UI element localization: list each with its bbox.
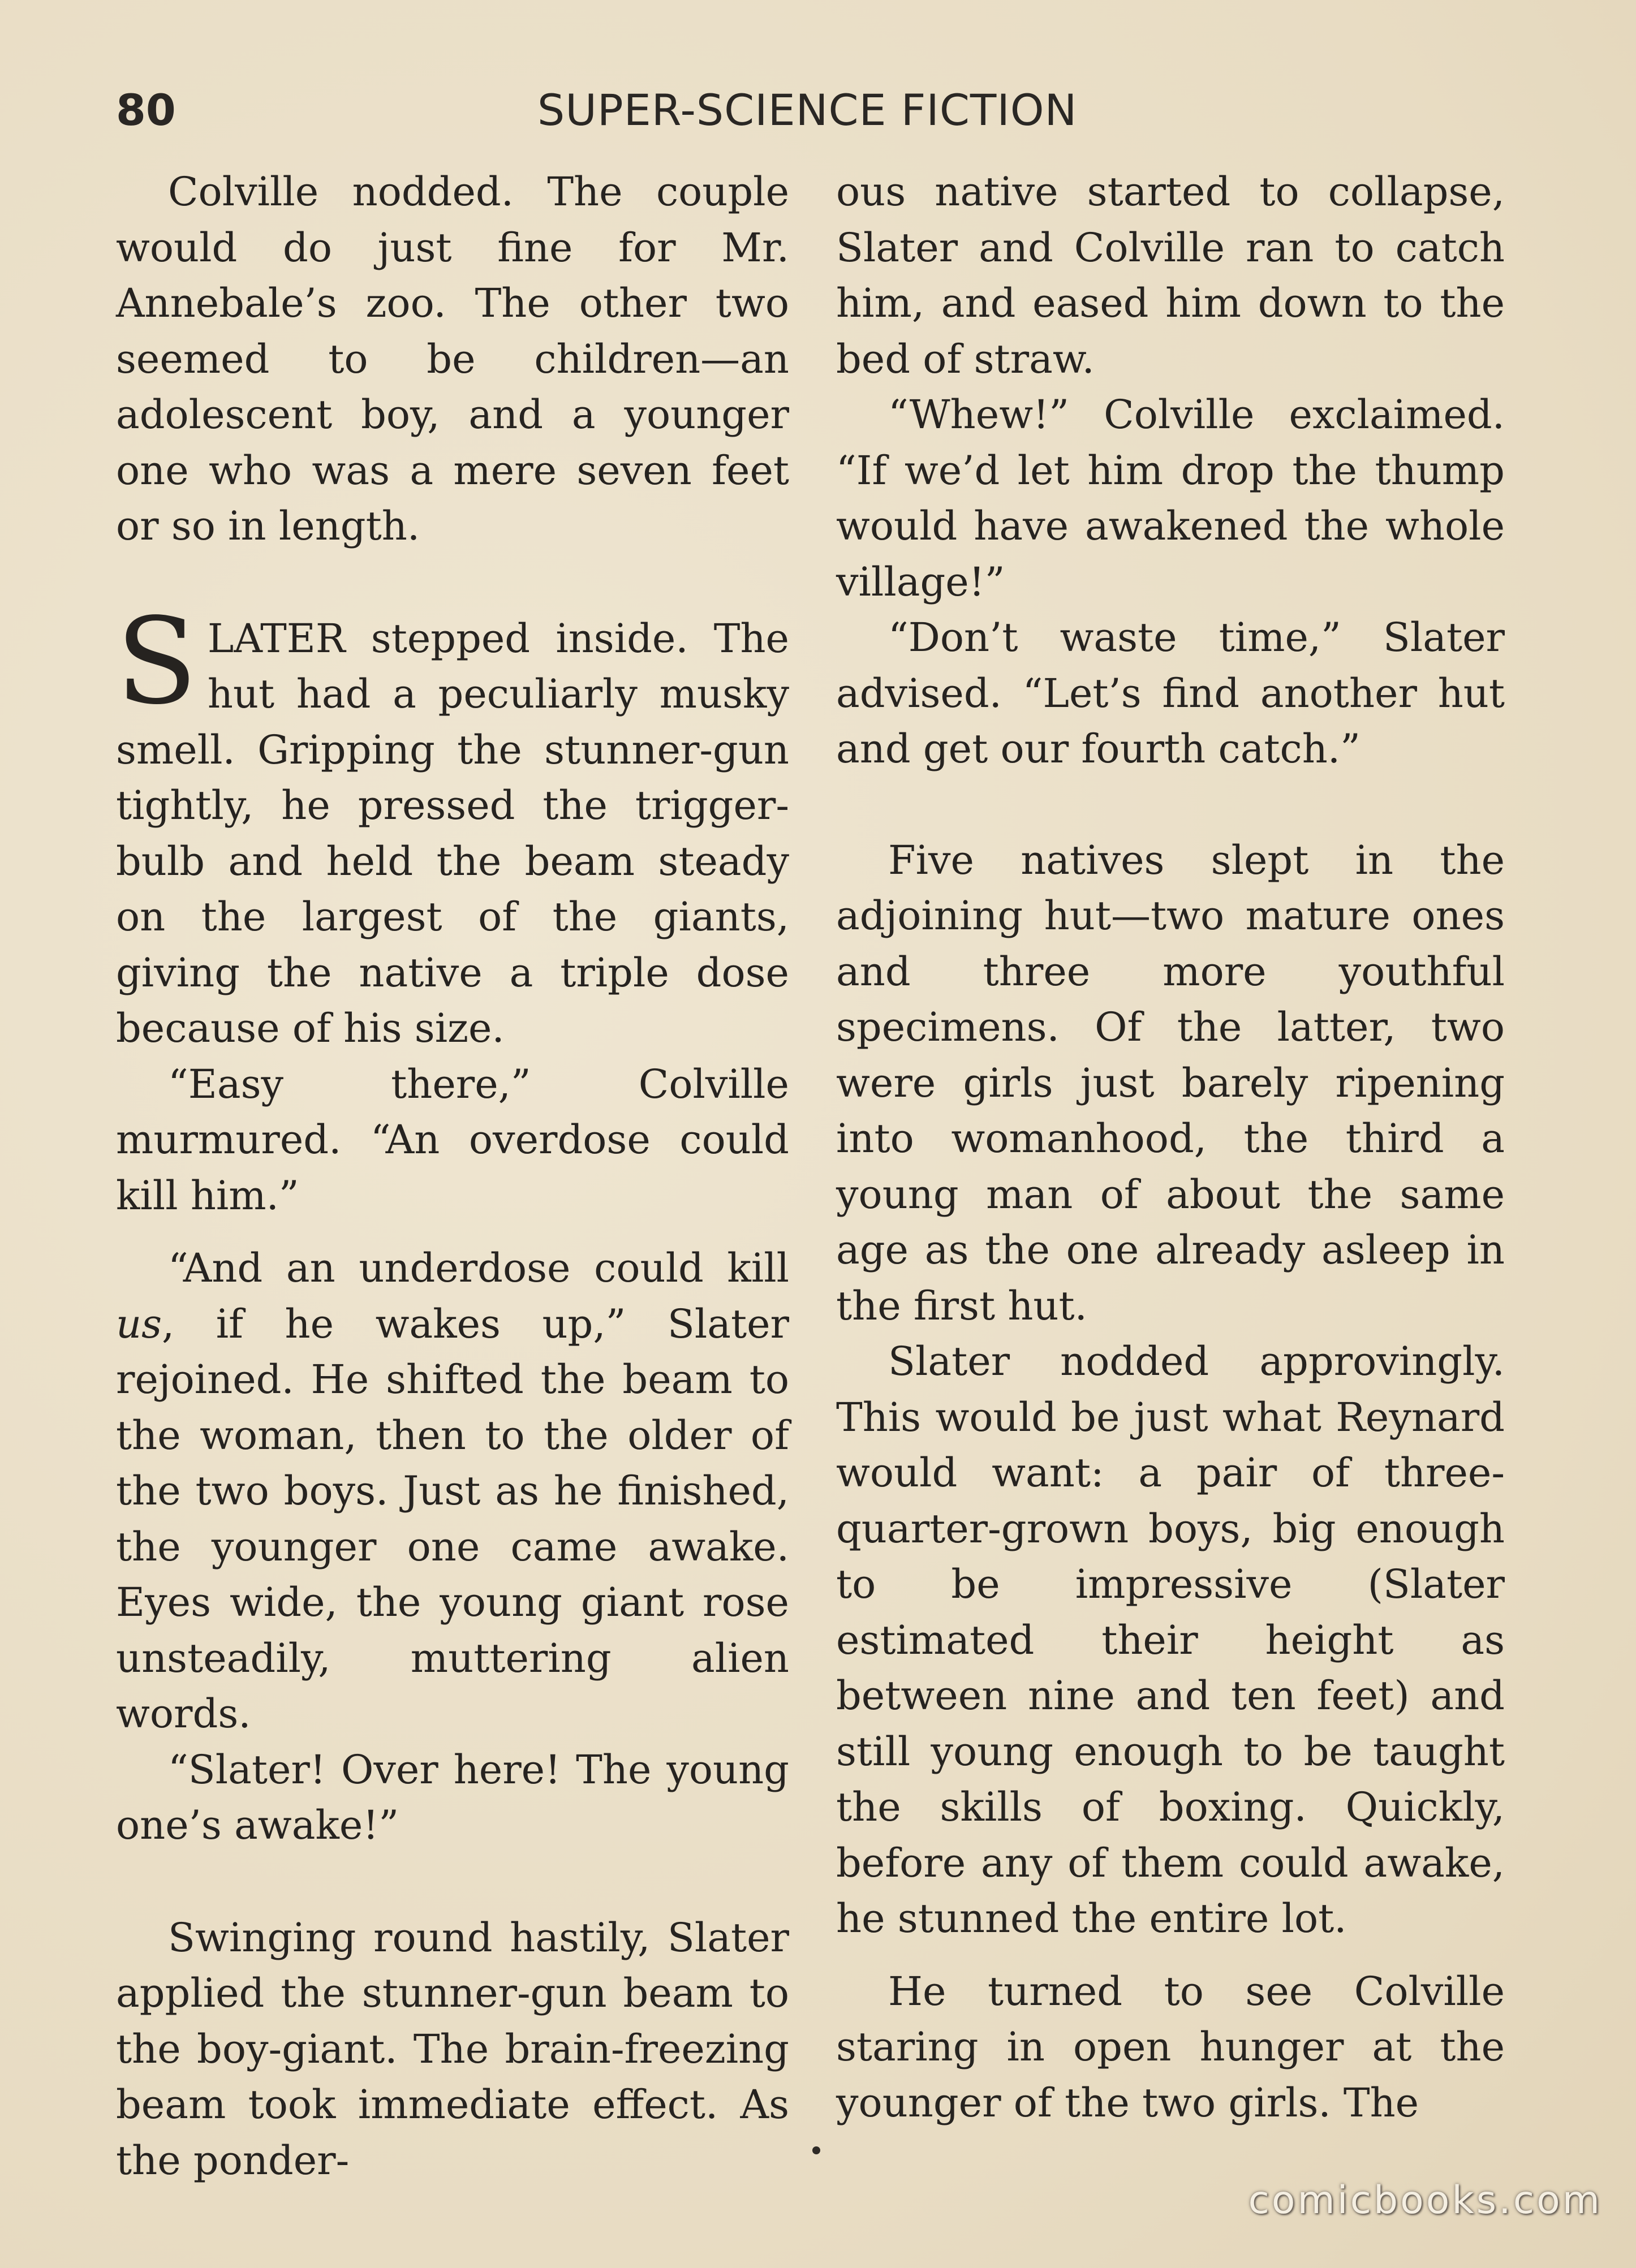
paragraph: Swinging round hastily, Slater applied the stunner-gun beam to the boy-giant. The brain-freezing beam took immediate effect. As the ponder- [116, 1914, 789, 2184]
paragraph: Colville nodded. The couple would do just fine for Mr. Annebale’s zoo. The other two seemed to be children—an adolescent boy, and a younger one who was a mere seven feet or so in length. [116, 169, 789, 549]
drop-cap: S [116, 592, 197, 731]
running-header [116, 85, 1078, 147]
left-column [116, 164, 789, 2188]
paragraph: ous native started to collapse, Slater and Colville ran to catch him, and eased him down to the bed of straw. [836, 169, 1505, 382]
paragraph-dropcap [116, 592, 789, 1057]
right-column [836, 164, 1505, 2131]
watermark: comicbooks.com [1248, 2178, 1602, 2223]
paragraph-text: LATER stepped inside. The hut had a peculiarly musky smell. Gripping the stunner-gun tightly, he pressed the trigger-bulb and held the beam steady on the largest of the giants, giving the native a triple dose because of his size. [116, 615, 789, 1051]
emphasis: us [116, 1300, 162, 1347]
paragraph: “Easy there,” Colville murmured. “An overdose could kill him.” [116, 1060, 789, 1219]
paragraph-text: , if he wakes up,” Slater rejoined. He shifted the beam to the woman, then to the older of the two boys. Just as he finished, the younger one came awake. Eyes wide, the young giant rose unsteadily, muttering alien words. [116, 1300, 789, 1737]
paragraph: “Whew!” Colville exclaimed. “If we’d let him drop the thump would have awakened the whole village!” [836, 391, 1505, 605]
paragraph [116, 1240, 789, 1742]
print-speck [812, 2146, 820, 2154]
paragraph: “Slater! Over here! The young one’s awake!” [116, 1746, 789, 1848]
paragraph-text: “And an underdose could kill [168, 1245, 789, 1291]
page-number: 80 [116, 85, 176, 135]
running-title: SUPER-SCIENCE FICTION [537, 85, 1078, 135]
paragraph: Slater nodded approvingly. This would be just what Reynard would want: a pair of three-quarter-grown boys, big enough to be impressive (Slater estimated their height as between nine and ten feet) and still young enough to be taught the skills of boxing. Quickly, before any of them could awake, he stunned the entire lot. [836, 1338, 1505, 1942]
paragraph: Five natives slept in the adjoining hut—two mature ones and three more youthful specimens. Of the latter, two were girls just barely ripening into womanhood, the third a young man of about the same age as the one already asleep in the first hut. [836, 837, 1505, 1329]
paragraph: He turned to see Colville staring in open hunger at the younger of the two girls. The [836, 1968, 1505, 2126]
paragraph: “Don’t waste time,” Slater advised. “Let’s find another hut and get our fourth catch.” [836, 614, 1505, 772]
